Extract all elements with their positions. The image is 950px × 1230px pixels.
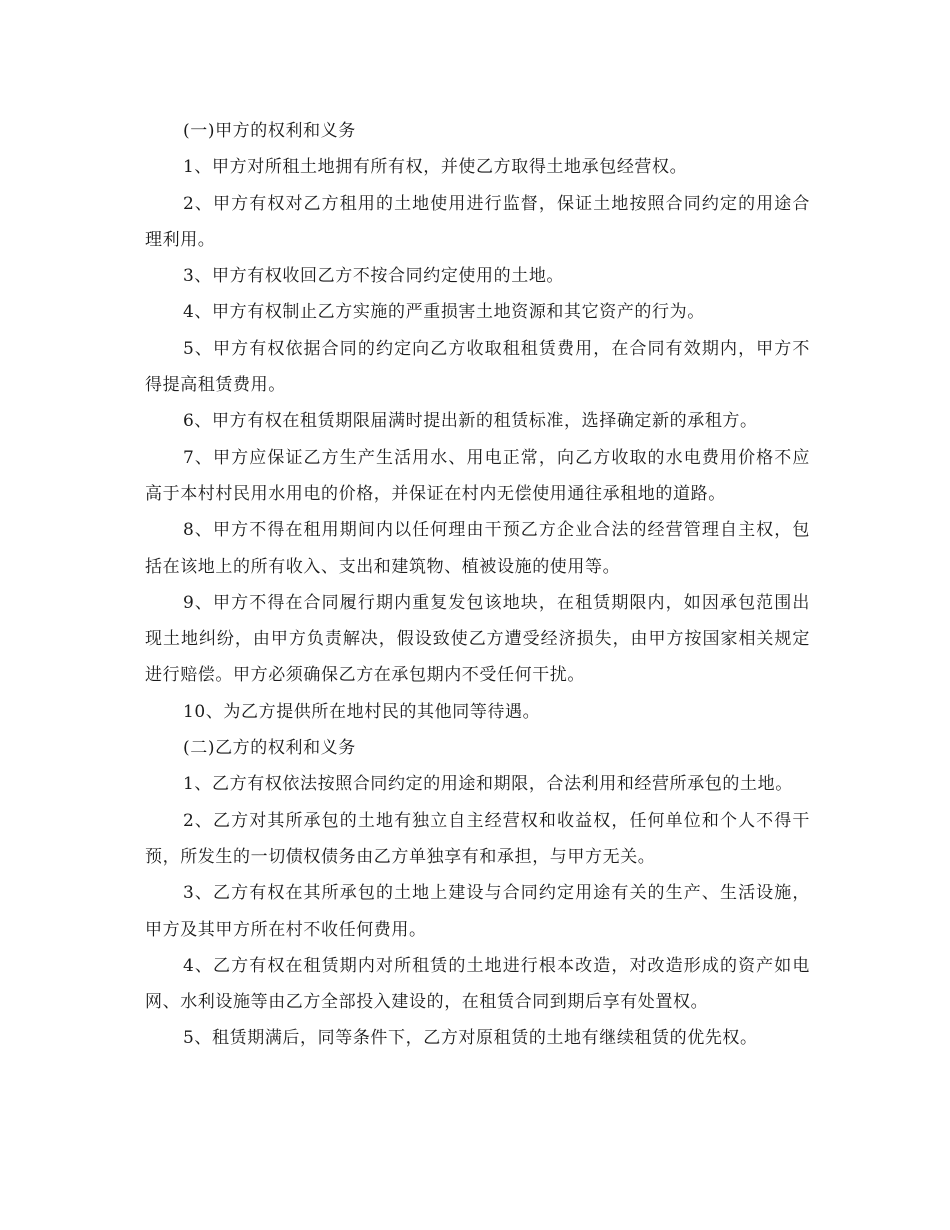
paragraph-a-3: 3、甲方有权收回乙方不按合同约定使用的土地。 xyxy=(183,266,565,287)
paragraph-a-5: 5、甲方有权依据合同的约定向乙方收取租租赁费用，在合同有效期内，甲方不得提高租赁费用。 xyxy=(145,338,810,396)
paragraph-a-9: 9、甲方不得在合同履行期内重复发包该地块，在租赁期限内，如因承包范围出现土地纠纷，由甲方负责解决，假设致使乙方遭受经济损失，由甲方按国家相关规定进行赔偿。甲方必须确保乙方在承包期内不受任何干扰。 xyxy=(145,592,810,686)
paragraph-a-10: 10、为乙方提供所在地村民的其他同等待遇。 xyxy=(183,701,541,722)
paragraph-b-5: 5、租赁期满后，同等条件下，乙方对原租赁的土地有继续租赁的优先权。 xyxy=(183,1028,758,1049)
paragraph-a-7: 7、甲方应保证乙方生产生活用水、用电正常，向乙方收取的水电费用价格不应高于本村村民用水用电的价格，并保证在村内无偿使用通往承租地的道路。 xyxy=(145,447,810,504)
document-body xyxy=(145,113,810,1057)
paragraph-b-3: 3、乙方有权在其所承包的土地上建设与合同约定用途有关的生产、生活设施，甲方及其甲方所在村不收任何费用。 xyxy=(145,883,810,940)
paragraph-a-1: 1、甲方对所租土地拥有所有权，并使乙方取得土地承包经营权。 xyxy=(183,157,688,178)
paragraph-a-8: 8、甲方不得在租用期间内以任何理由干预乙方企业合法的经营管理自主权，包括在该地上的所有收入、支出和建筑物、植被设施的使用等。 xyxy=(145,520,810,577)
paragraph-b-1: 1、乙方有权依法按照合同约定的用途和期限，合法利用和经营所承包的土地。 xyxy=(183,774,793,795)
paragraph-b-2: 2、乙方对其所承包的土地有独立自主经营权和收益权，任何单位和个人不得干预，所发生的一切债权债务由乙方单独享有和承担，与甲方无关。 xyxy=(145,810,810,867)
paragraph-a-6: 6、甲方有权在租赁期限届满时提出新的租赁标准，选择确定新的承租方。 xyxy=(183,411,758,432)
paragraph-b-4: 4、乙方有权在租赁期内对所租赁的土地进行根本改造，对改造形成的资产如电网、水利设施等由乙方全部投入建设的，在租赁合同到期后享有处置权。 xyxy=(145,955,810,1013)
section-heading-party-b: (二)乙方的权利和义务 xyxy=(183,738,356,759)
paragraph-a-4: 4、甲方有权制止乙方实施的严重损害土地资源和其它资产的行为。 xyxy=(183,302,705,323)
section-heading-party-a: (一)甲方的权利和义务 xyxy=(183,121,356,141)
paragraph-a-2: 2、甲方有权对乙方租用的土地使用进行监督，保证土地按照合同约定的用途合理利用。 xyxy=(145,193,810,250)
